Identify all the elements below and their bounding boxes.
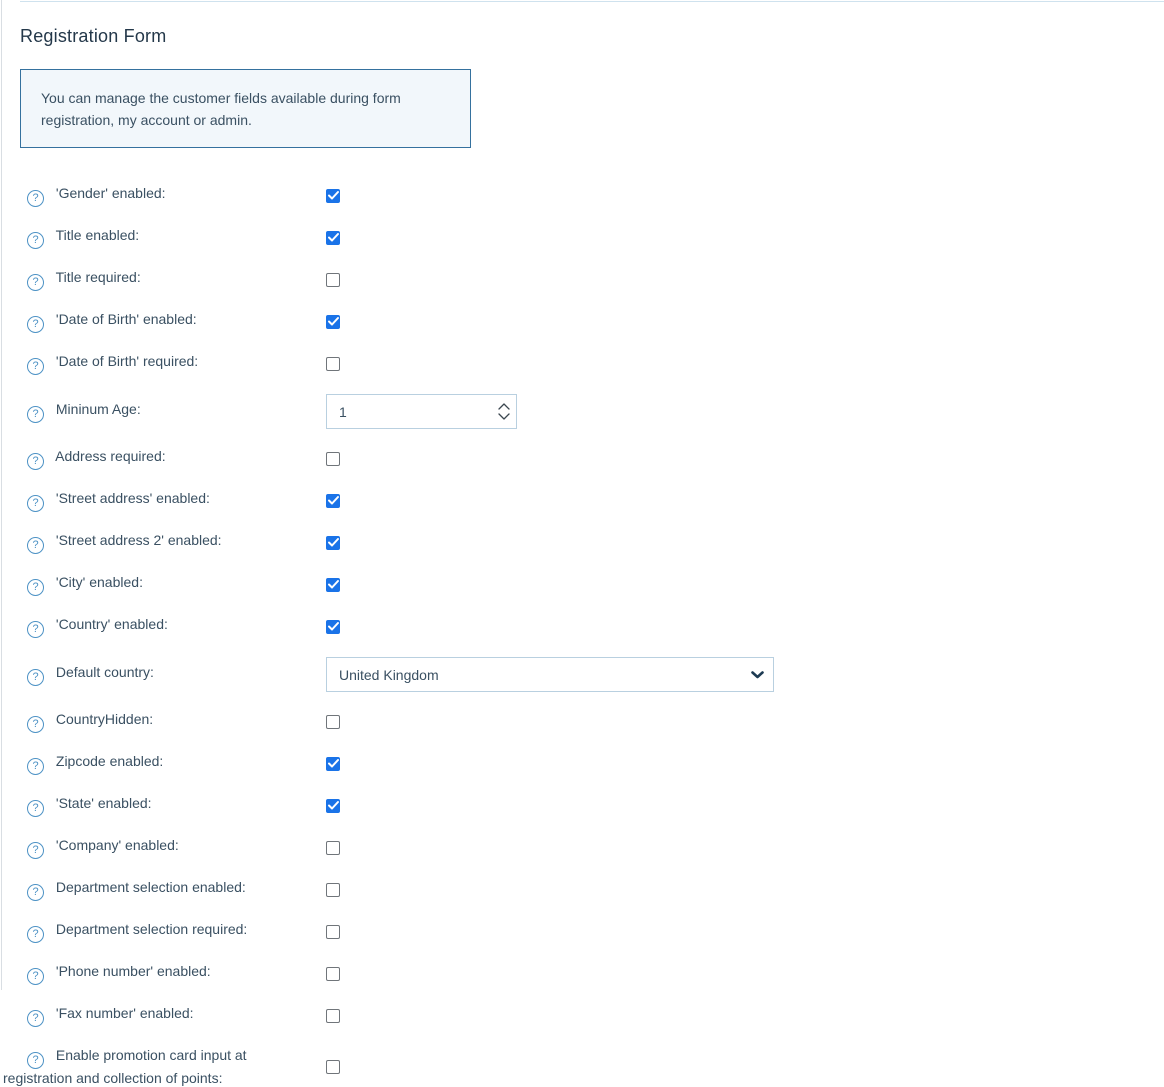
minimum-age-label: Mininum Age: [55,401,141,417]
promotion-card-input-checkbox[interactable] [326,1060,340,1074]
street-address-enabled-checkbox[interactable] [326,494,340,508]
field-label-wrap [3,531,293,554]
title-enabled-label: Title enabled: [55,227,140,243]
help-icon[interactable]: ? [27,358,44,375]
field-label-wrap [3,489,293,512]
date-of-birth-required-label: 'Date of Birth' required: [55,353,199,369]
help-icon[interactable]: ? [27,453,44,470]
form-row [20,489,1164,512]
field-label-wrap [3,752,293,775]
field-control [326,452,340,466]
field-label-wrap [3,310,293,333]
default-country-label: Default country: [55,664,154,680]
field-label-wrap [3,920,293,943]
field-control [326,494,340,508]
department-selection-enabled-label: Department selection enabled: [55,879,246,895]
form-row [3,1046,1164,1087]
promotion-card-input-label: Enable promotion card input at registration and collection of points: [3,1047,247,1086]
info-text: You can manage the customer fields available during form registration, my account or admin. [41,90,401,128]
field-label-wrap [3,663,293,686]
address-required-label: Address required: [55,448,166,464]
field-label-wrap [3,352,293,375]
field-control [326,578,340,592]
field-label-wrap [3,962,293,985]
country-enabled-checkbox[interactable] [326,620,340,634]
help-icon[interactable]: ? [27,1010,44,1027]
phone-number-enabled-checkbox[interactable] [326,967,340,981]
gender-enabled-label: 'Gender' enabled: [55,185,166,201]
company-enabled-label: 'Company' enabled: [55,837,179,853]
field-control [326,231,340,245]
form-row [20,447,1164,470]
help-icon[interactable]: ? [27,406,44,423]
state-enabled-checkbox[interactable] [326,799,340,813]
field-control [326,357,340,371]
form-row [20,615,1164,638]
field-label-wrap [3,836,293,859]
help-icon[interactable]: ? [27,758,44,775]
default-country-selected-value: United Kingdom [339,666,439,683]
select-chevron-down-icon [751,671,764,679]
help-icon[interactable]: ? [27,232,44,249]
form-row [20,794,1164,817]
form-row [20,352,1164,375]
field-control [326,799,340,813]
field-label-wrap [3,268,293,291]
minimum-age-input[interactable] [327,395,516,428]
field-control [326,273,340,287]
company-enabled-checkbox[interactable] [326,841,340,855]
field-label-wrap [3,1046,293,1087]
field-control [326,189,340,203]
phone-number-enabled-label: 'Phone number' enabled: [55,963,211,979]
help-icon[interactable]: ? [27,1052,44,1069]
help-icon[interactable]: ? [27,926,44,943]
field-label-wrap [3,878,293,901]
title-required-label: Title required: [55,269,141,285]
field-control [326,657,774,692]
panel-left-border [1,0,2,990]
field-label-wrap [3,1004,293,1027]
help-icon[interactable]: ? [27,968,44,985]
field-control [326,1060,340,1074]
form-row [20,920,1164,943]
street-address-2-enabled-checkbox[interactable] [326,536,340,550]
field-label-wrap [3,226,293,249]
country-hidden-checkbox[interactable] [326,715,340,729]
field-label-wrap [3,794,293,817]
zipcode-enabled-checkbox[interactable] [326,757,340,771]
country-hidden-label: CountryHidden: [55,711,154,727]
field-control [326,620,340,634]
field-label-wrap [3,447,293,470]
field-label-wrap [3,710,293,733]
date-of-birth-enabled-checkbox[interactable] [326,315,340,329]
spinner-up-icon [498,403,510,410]
department-selection-required-checkbox[interactable] [326,925,340,939]
help-icon[interactable]: ? [27,190,44,207]
title-enabled-checkbox[interactable] [326,231,340,245]
spinner-down-icon [498,413,510,420]
date-of-birth-enabled-label: 'Date of Birth' enabled: [55,311,197,327]
settings-field-list [3,184,1164,1087]
form-row [20,184,1164,207]
field-control [326,967,340,981]
help-icon[interactable]: ? [27,669,44,686]
field-control [326,394,517,429]
state-enabled-label: 'State' enabled: [55,795,152,811]
field-control [326,883,340,897]
field-control [326,315,340,329]
department-selection-enabled-checkbox[interactable] [326,883,340,897]
form-row [20,394,1164,429]
form-row [20,1004,1164,1027]
city-enabled-label: 'City' enabled: [55,574,143,590]
form-row [20,710,1164,733]
city-enabled-checkbox[interactable] [326,578,340,592]
form-row [20,962,1164,985]
help-icon[interactable]: ? [27,579,44,596]
form-row [20,657,1164,692]
field-control [326,1009,340,1023]
date-of-birth-required-checkbox[interactable] [326,357,340,371]
department-selection-required-label: Department selection required: [55,921,248,937]
help-icon[interactable]: ? [27,537,44,554]
zipcode-enabled-label: Zipcode enabled: [55,753,164,769]
field-label-wrap [3,400,293,423]
form-row [20,226,1164,249]
address-required-checkbox[interactable] [326,452,340,466]
help-icon[interactable]: ? [27,621,44,638]
field-control [326,757,340,771]
minimum-age-input-box [326,394,517,429]
fax-number-enabled-checkbox[interactable] [326,1009,340,1023]
help-icon[interactable]: ? [27,716,44,733]
help-icon[interactable]: ? [27,842,44,859]
form-row [20,752,1164,775]
help-icon[interactable]: ? [27,800,44,817]
gender-enabled-checkbox[interactable] [326,189,340,203]
field-label-wrap [3,573,293,596]
help-icon[interactable]: ? [27,274,44,291]
default-country-select[interactable] [326,657,774,692]
form-row [20,268,1164,291]
help-icon[interactable]: ? [27,884,44,901]
field-control [326,841,340,855]
form-row [20,878,1164,901]
field-label-wrap [3,615,293,638]
title-required-checkbox[interactable] [326,273,340,287]
field-control [326,925,340,939]
form-row [20,573,1164,596]
form-row [20,531,1164,554]
minimum-age-spinner[interactable] [498,395,510,428]
country-enabled-label: 'Country' enabled: [55,616,168,632]
form-row [20,836,1164,859]
page-title: Registration Form [20,26,167,46]
form-row [20,310,1164,333]
info-box [20,69,471,148]
field-control [326,715,340,729]
field-label-wrap [3,184,293,207]
help-icon[interactable]: ? [27,316,44,333]
field-control [326,536,340,550]
help-icon[interactable]: ? [27,495,44,512]
street-address-2-enabled-label: 'Street address 2' enabled: [55,532,222,548]
fax-number-enabled-label: 'Fax number' enabled: [55,1005,194,1021]
panel-top-border [20,1,1164,2]
street-address-enabled-label: 'Street address' enabled: [55,490,210,506]
